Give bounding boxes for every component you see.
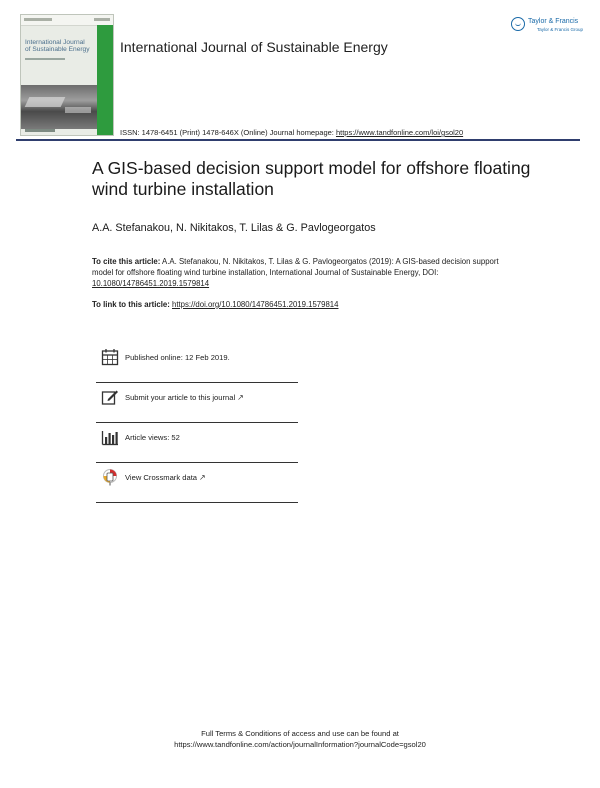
crossmark-link[interactable]: View Crossmark data ↗ [125, 473, 206, 482]
citation-label: To cite this article: [92, 257, 161, 266]
bar-chart-icon [101, 428, 119, 446]
article-info-list [96, 343, 298, 503]
journal-name: International Journal of Sustainable Energy [120, 39, 388, 55]
views-row [96, 423, 298, 463]
published-row [96, 343, 298, 383]
citation-doi-link[interactable]: 10.1080/14786451.2019.1579814 [92, 279, 210, 288]
citation-block [92, 256, 517, 289]
cover-publisher-logo [25, 129, 55, 132]
article-authors: A.A. Stefanakou, N. Nikitakos, T. Lilas & G. Pavlogeorgatos [92, 222, 376, 234]
external-link-icon: ↗ [237, 393, 244, 402]
cover-photo [21, 85, 97, 129]
publisher-tagline: Taylor & Francis Group [537, 27, 584, 32]
published-date: Published online: 12 Feb 2019. [125, 353, 230, 362]
submit-row[interactable] [96, 383, 298, 423]
publisher-logo[interactable] [511, 17, 583, 37]
taylor-francis-icon [511, 17, 525, 31]
calendar-icon [101, 348, 119, 366]
submit-article-link[interactable]: Submit your article to this journal ↗ [125, 393, 244, 402]
link-block [92, 300, 338, 309]
issn-text: ISSN: 1478-6451 (Print) 1478-646X (Online) Journal homepage: [120, 128, 336, 137]
issn-line [120, 128, 463, 137]
header-divider [16, 139, 580, 141]
footer-terms: Full Terms & Conditions of access and use can be found at [201, 729, 399, 738]
journal-cover [20, 14, 114, 136]
footer [0, 728, 600, 750]
journal-homepage-link[interactable]: https://www.tandfonline.com/loi/gsol20 [335, 128, 464, 137]
citation-text: A.A. Stefanakou, N. Nikitakos, T. Lilas & G. Pavlogeorgatos (2019): A GIS-based decision support model for offshore floating wind turbine installation, International Journal of Sustainable Energy, DOI: [92, 257, 499, 277]
edit-icon [101, 388, 119, 406]
publisher-name: Taylor & Francis [528, 18, 579, 25]
link-label: To link to this article: [92, 300, 172, 309]
cover-green-stripe [97, 25, 113, 135]
footer-journal-info-link[interactable]: https://www.tandfonline.com/action/journalInformation?journalCode=gsol20 [174, 740, 426, 749]
cover-title: International Journal of Sustainable Energy [25, 39, 90, 53]
article-doi-link[interactable]: https://doi.org/10.1080/14786451.2019.1579814 [172, 300, 339, 309]
crossmark-icon [101, 468, 119, 486]
article-title: A GIS-based decision support model for offshore floating wind turbine installation [92, 158, 531, 199]
article-views: Article views: 52 [125, 433, 180, 442]
external-link-icon: ↗ [199, 473, 206, 482]
crossmark-row[interactable] [96, 463, 298, 503]
